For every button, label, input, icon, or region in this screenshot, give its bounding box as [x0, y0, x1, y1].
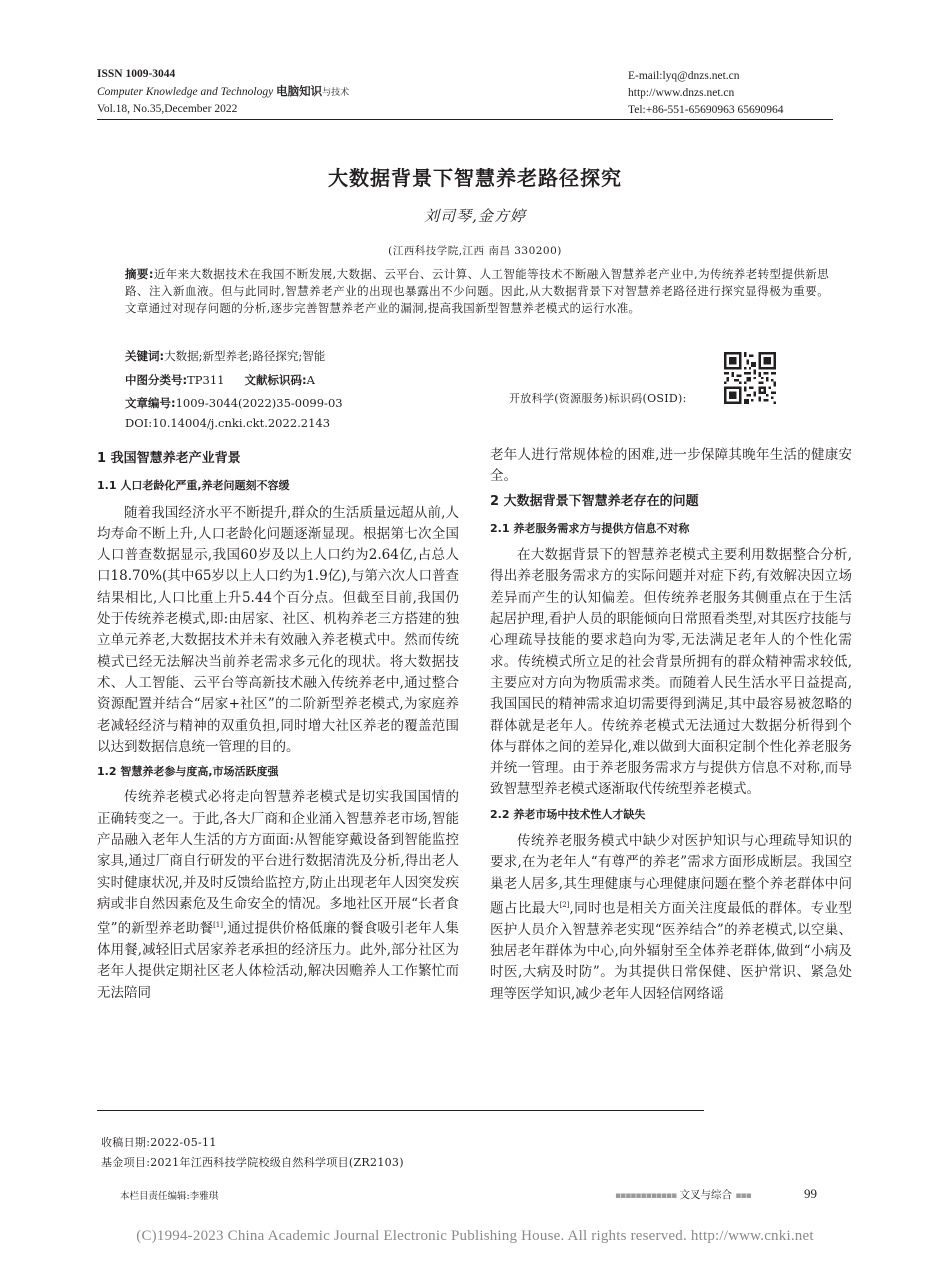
paragraph-1-1: 随着我国经济水平不断提升,群众的生活质量远超从前,人均寿命不断上升,人口老龄化问题逐渐显现。根据第七次全国人口普查数据显示,我国60岁及以上人口约为2.64亿,占总人口18.70%(其中65岁以上人口约为1.9亿),与第六次人口普查结果相比,人口比重上升5.44个百分点。但截至目前,我国仍处于传统养老模式,即:由居家、社区、机构养老三方搭建的独立单元养老,大数据技术并未有效融入养老模式中。然而传统模式已经无法解决当前养老需求多元化的现状。将大数据技术、人工智能、云平台等高新技术融入传统养老中,通过整合资源配置并结合“居家+社区”的二阶新型养老模式,为家庭养老减轻经济与精神的双重负担,同时增大社区养老的覆盖范围以达到数据信息统一管理的目的。 [97, 504, 459, 755]
paragraph-1-2-part-a: 传统养老模式必将走向智慧养老模式是切实我国国情的正确转变之一。于此,各大厂商和企业涌入智慧养老市场,智能产品融入老年人生活的方方面面:从智能穿戴设备到智能监控家具,通过厂商自行研发的平台进行数据清洗及分析,得出老人实时健康状况,并及时反馈给监控方,防止出现老年人因突发疾病或非自然因素危及生命安全的情况。多地社区开展“长者食堂”的新型养老助餐 [97, 789, 459, 937]
clc-value: TP311 [187, 373, 225, 387]
doc-code-value: A [306, 373, 315, 387]
article-authors: 刘司琴,金方婷 [424, 207, 526, 225]
paragraph-continued: 老年人进行常规体检的困难,进一步保障其晚年生活的健康安全。 [490, 447, 852, 485]
osid-label: 开放科学(资源服务)标识码(OSID): [509, 392, 687, 405]
section-name: 文叉与综合 [679, 1189, 733, 1201]
issn: ISSN 1009-3044 [97, 68, 176, 80]
citation-1[interactable]: [1] [213, 921, 223, 930]
journal-email: E-mail:lyq@dnzs.net.cn [628, 70, 740, 82]
clc-label: 中图分类号: [125, 373, 188, 387]
journal-header-left [97, 66, 349, 118]
abstract-text: 近年来大数据技术在我国不断发展,大数据、云平台、云计算、人工智能等技术不断融入智慧养老产业中,为传统养老转型提供新思路、注入新血液。但与此同时,智慧养老产业的出现也暴露出不少问题。因此,从大数据背景下对智慧养老路径进行探究显得极为重要。文章通过对现存问题的分析,逐步完善智慧养老产业的漏洞,提高我国新型智慧养老模式的运行水准。 [125, 267, 829, 315]
article-number [125, 395, 343, 411]
journal-name [97, 83, 349, 101]
paragraph-1-2 [97, 787, 459, 1003]
journal-header-right [628, 68, 784, 119]
volume-info: Vol.18, No.35,December 2022 [97, 103, 238, 115]
subsection-heading-2-1: 2.1 养老服务需求方与提供方信息不对称 [490, 521, 690, 535]
subsection-heading-2-2: 2.2 养老市场中技术性人才缺失 [490, 807, 646, 821]
paragraph-2-2 [490, 831, 852, 1005]
section-dots-left: ▪▪▪▪▪▪▪▪▪▪▪▪ [615, 1191, 677, 1201]
abstract-label: 摘要: [125, 267, 154, 281]
fund-project: 基金项目:2021年江西科技学院校级自然科学项目(ZR2103) [101, 1156, 404, 1169]
doc-code-label: 文献标识码: [244, 373, 307, 387]
paragraph-2-1: 在大数据背景下的智慧养老模式主要利用数据整合分析,得出养老服务需求方的实际问题并对症下药,有效解决因立场差异而产生的认知偏差。但传统养老服务其侧重点在于生活起居护理,看护人员的职能倾向日常照看类型,对其医疗技能与心理疏导技能的要求趋向为零,无法满足老年人的个性化需求。传统模式所立足的社会背景所拥有的群众精神需求较低,主要应对方向为物质需求类。而随着人民生活水平日益提高,我国国民的精神需求迫切需要得到满足,其中最容易被忽略的群体就是老年人。传统养老模式无法通过大数据分析得到个体与群体之间的差异化,难以做到大面积定制个性化养老服务并统一管理。由于养老服务需求方与提供方信息不对称,而导致智慧型养老模式逐渐取代传统型养老模式。 [490, 547, 852, 798]
classification [125, 372, 315, 388]
column-editor: 本栏目责任编辑:李雅琪 [120, 1191, 219, 1202]
page-number: 99 [804, 1186, 817, 1201]
article-no-label: 文章编号: [125, 396, 176, 410]
journal-name-cn: 电脑知识 [276, 84, 323, 98]
subsection-heading-1-1: 1.1 人口老龄化严重,养老问题刻不容缓 [97, 479, 290, 493]
paragraph-2-2-part-a: 传统养老服务模式中缺少对医护知识与心理疏导知识的要求,在为老年人“有尊严的养老”需求方面形成断层。我国空巢老人居多,其生理健康与心理健康问题在整个养老群体中问题占比最大 [490, 833, 852, 917]
subsection-heading-1-2: 1.2 智慧养老参与度高,市场活跃度强 [97, 765, 279, 779]
paragraph-1-2-part-b: ,通过提供价格低廉的餐食吸引老年人集体用餐,减轻旧式居家养老承担的经济压力。此外,部分社区为老年人提供定期社区老人体检活动,解决因赡养人工作繁忙而无法陪同 [97, 920, 459, 1001]
doi[interactable]: DOI:10.14004/j.cnki.ckt.2022.2143 [125, 416, 331, 430]
abstract [125, 266, 829, 317]
footnote-divider [97, 1110, 704, 1111]
section-heading-2: 2 大数据背景下智慧养老存在的问题 [490, 493, 699, 509]
left-column [97, 448, 459, 1004]
paragraph-2-2-part-b: ,同时也是相关方面关注度最低的群体。专业型医护人员介入智慧养老实现“医养结合”的养老模式,以空巢、独居老年群体为中心,向外辐射至全体养老群体,做到“小病及时医,大病及时防”。为其提供日常保健、医护常识、紧急处理等医学知识,减少老年人因轻信网络谣 [490, 900, 853, 1002]
qr-code-icon[interactable] [724, 352, 776, 404]
author-affiliation: (江西科技学院,江西 南昌 330200) [388, 245, 562, 257]
citation-2[interactable]: [2] [559, 900, 570, 909]
copyright-watermark: (C)1994-2023 China Academic Journal Electronic Publishing House. All rights reserved. http://www.cnki.net [136, 1228, 814, 1244]
section-dots-right: ▪▪▪ [735, 1191, 751, 1201]
keywords [125, 348, 325, 364]
article-title: 大数据背景下智慧养老路径探究 [328, 166, 622, 190]
journal-name-en: Computer Knowledge and Technology [97, 86, 274, 98]
received-date: 收稿日期:2022-05-11 [101, 1136, 217, 1149]
header-divider [97, 119, 833, 120]
keywords-text: 大数据;新型养老;路径探究;智能 [164, 349, 326, 363]
section-tag [615, 1187, 751, 1202]
article-no-value: 1009-3044(2022)35-0099-03 [175, 396, 343, 410]
journal-name-cn-small: 与技术 [322, 87, 350, 97]
journal-website: http://www.dnzs.net.cn [628, 87, 735, 99]
journal-tel: Tel:+86-551-65690963 65690964 [628, 104, 784, 116]
keywords-label: 关键词: [125, 349, 165, 363]
section-heading-1: 1 我国智慧养老产业背景 [97, 451, 241, 466]
right-column [490, 445, 852, 1005]
